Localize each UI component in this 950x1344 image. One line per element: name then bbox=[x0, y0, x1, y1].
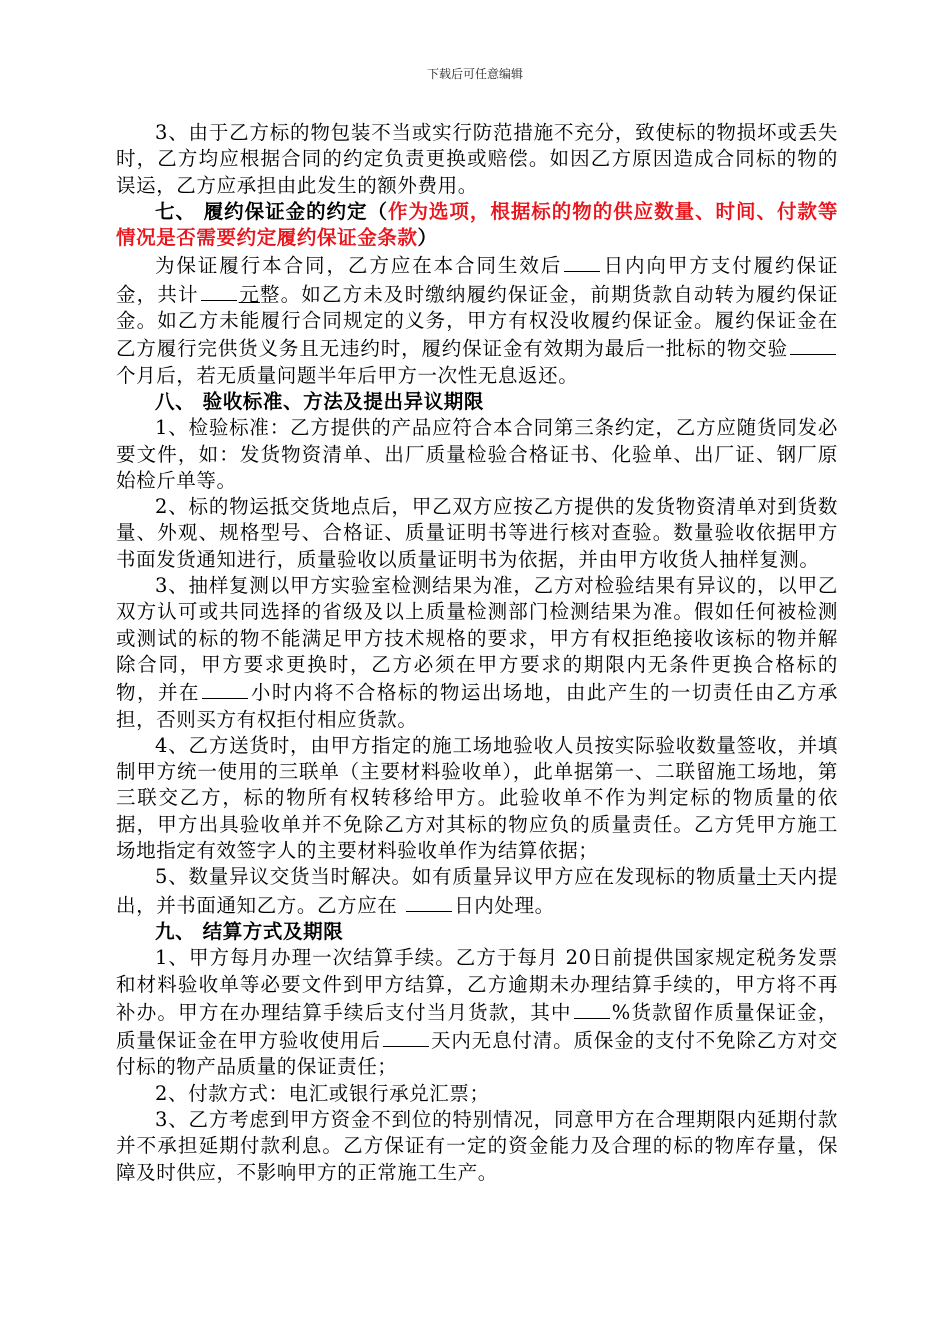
paragraph-8-4: 4、乙方送货时，由甲方指定的施工场地验收人员按实际验收数量签收，并填制甲方统一使用的三联单（主要材料验收单），此单据第一、二联留施工场地，第三联交乙方，标的物所有权转移给甲方。此验收单不作为判定标的物质量的依据，甲方出具验收单并不免除乙方对其标的物应负的质量责任。乙方凭甲方施工场地指定有效签字人的主要材料验收单作为结算依据； bbox=[116, 733, 838, 863]
contract-body bbox=[116, 120, 838, 1186]
paragraph-7-body bbox=[116, 251, 838, 388]
section-7-heading bbox=[116, 199, 838, 252]
section-7-paren-open: （ bbox=[367, 199, 388, 223]
text-segment: 为保证履行本合同，乙方应在本合同生效后 bbox=[155, 254, 563, 278]
blank-hours-field bbox=[202, 678, 248, 699]
text-segment: 1、甲方每月办理一次结算手续。乙方于每月 20日前提供国家规定税务发票和材料验收单等必要文件到甲方结算，乙方逾期未办理结算手续的，甲方将不再补办。甲方在办理结算手续后支付当月货款，其中 bbox=[116, 946, 838, 1024]
section-7-paren-close: ） bbox=[417, 226, 438, 250]
yuan-unit: 元 bbox=[238, 282, 260, 306]
paragraph-8-5 bbox=[116, 864, 838, 919]
paragraph-9-3: 3、乙方考虑到甲方资金不到位的特别情况，同意甲方在合理期限内延期付款并不承担延期付款利息。乙方保证有一定的资金能力及合理的标的物库存量，保障及时供应，不影响甲方的正常施工生产。 bbox=[116, 1107, 838, 1184]
text-segment: %货款留作质量保证金，质量保证金在甲方验收使用后 bbox=[116, 1000, 838, 1053]
text-segment: 3、抽样复测以甲方实验室检测结果为准，乙方对检验结果有异议的，以甲乙双方认可或共同选择的省级及以上质量检测部门检测结果为准。假如任何被检测或测试的标的物不能满足甲方技术规格的要求，甲方有权拒绝接收该标的物并解除合同，甲方要求更换时，乙方必须在甲方要求的期限内无条件更换合格标的物，并在 bbox=[116, 574, 838, 705]
text-segment: 日内处理。 bbox=[454, 893, 555, 917]
text-segment: 天内无息付清。质保金的支付不免除乙方对交付标的物产品质量的保证责任； bbox=[116, 1029, 838, 1079]
blank-months-field bbox=[790, 334, 836, 355]
text-segment: 整。如乙方未及时缴纳履约保证金，前期货款自动转为履约保证金。如乙方未能履行合同规定的义务，甲方有权没收履约保证金。履约保证金在乙方履行完供货义务且无违约时，履约保证金有效期为最后一批标的物交验 bbox=[116, 282, 838, 361]
paragraph-8-2: 2、标的物运抵交货地点后，甲乙双方应按乙方提供的发货物资清单对到货数量、外观、规格型号、合格证、质量证明书等进行核对查验。数量验收依据甲方书面发货通知进行，质量验收以质量证明书为依据，并由甲方收货人抽样复测。 bbox=[116, 495, 838, 571]
blank-amount-field bbox=[201, 280, 237, 301]
paragraph-8-3 bbox=[116, 573, 838, 733]
section-7-optional-note: 作为选项，根据标的物的供应数量、时间、付款等情况是否需要约定履约保证金条款 bbox=[116, 199, 839, 250]
paragraph-9-1 bbox=[116, 945, 838, 1080]
blank-percent-field bbox=[574, 998, 610, 1019]
text-segment: 天内提出，并书面通知乙方。乙方应在 bbox=[116, 865, 838, 917]
ten-days-value: 十 bbox=[756, 865, 778, 889]
blank-handling-days-field bbox=[406, 891, 452, 912]
paragraph-6-3: 3、由于乙方标的物包装不当或实行防范措施不充分，致使标的物损坏或丢失时，乙方均应根据合同的约定负责更换或赔偿。如因乙方原因造成合同标的物的误运，乙方应承担由此发生的额外费用。 bbox=[116, 121, 838, 197]
text-segment: 小时内将不合格标的物运出场地，由此产生的一切责任由乙方承担，否则买方有权拒付相应货款。 bbox=[116, 681, 838, 731]
section-9-heading: 九、 结算方式及期限 bbox=[155, 919, 344, 943]
blank-payment-days-field bbox=[383, 1026, 429, 1047]
blank-days-field bbox=[564, 251, 600, 272]
page-header-note: 下载后可任意编辑 bbox=[426, 67, 523, 81]
text-segment: 5、数量异议交货当时解决。如有质量异议甲方应在发现标的物质量 bbox=[155, 865, 757, 889]
paragraph-9-2: 2、付款方式：电汇或银行承兑汇票； bbox=[155, 1081, 490, 1105]
section-8-heading: 八、 验收标准、方法及提出异议期限 bbox=[155, 389, 484, 413]
text-segment: 个月后，若无质量问题半年后甲方一次性无息返还。 bbox=[116, 363, 579, 387]
paragraph-8-1: 1、检验标准：乙方提供的产品应符合本合同第三条约定，乙方应随货同发必要文件，如：发货物资清单、出厂质量检验合格证书、化验单、出厂证、钢厂原始检斤单等。 bbox=[116, 416, 838, 492]
section-7-title: 七、 履约保证金的约定 bbox=[155, 199, 368, 223]
text-segment: 日内向甲方支付履约保证金，共计 bbox=[116, 254, 838, 306]
